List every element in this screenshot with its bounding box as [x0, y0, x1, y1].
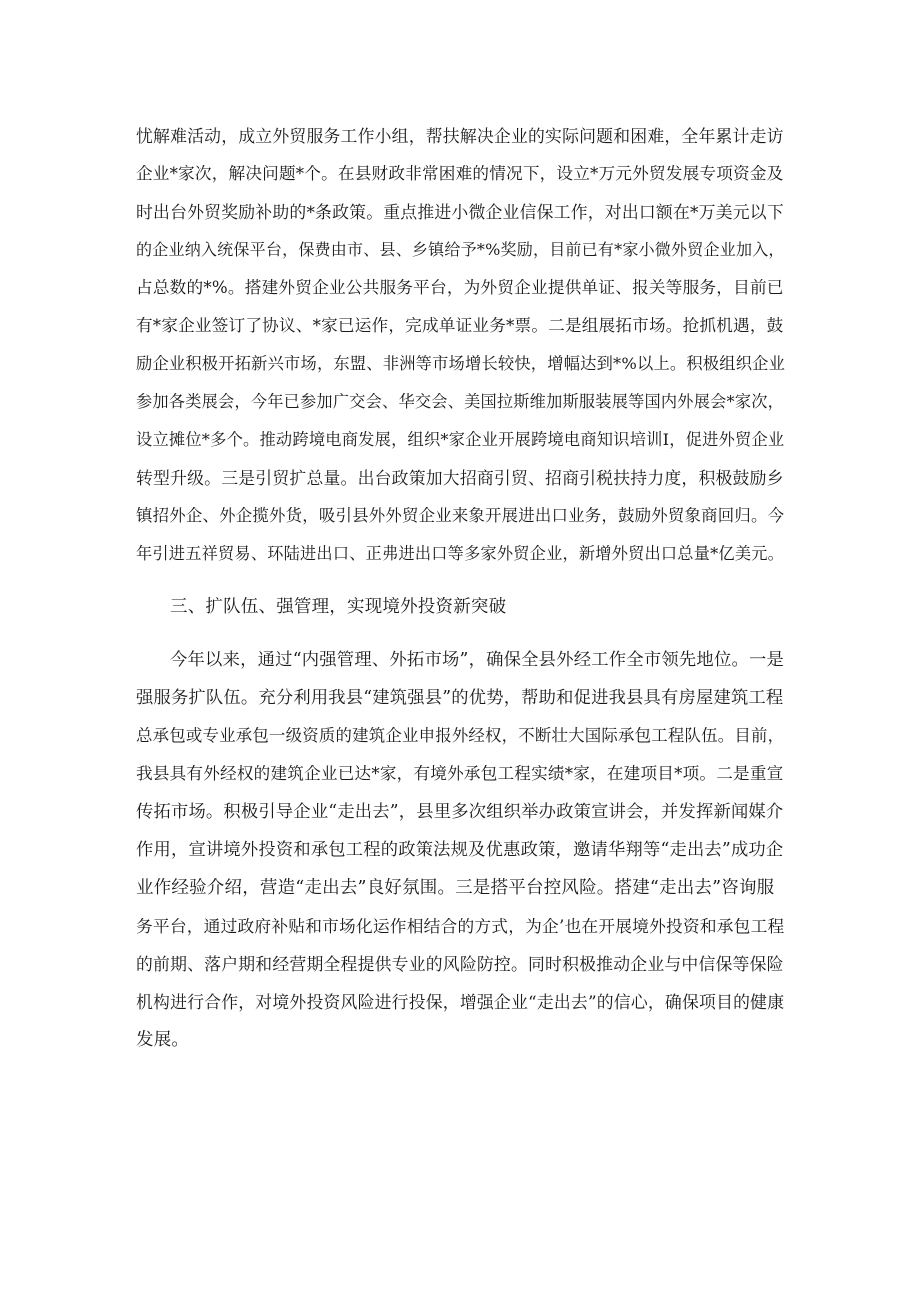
- paragraph-line: 的企业纳入统保平台，保费由市、县、乡镇给予*%奖励，目前已有*家小微外贸企业加入，: [136, 240, 785, 259]
- paragraph-line: 忧解难活动，成立外贸服务工作小组，帮扶解决企业的实际问题和困难，全年累计走访: [136, 126, 784, 146]
- paragraph-line: 务平台，通过政府补贴和市场化运作相结合的方式，为企’也在开展境外投资和承包工程: [136, 916, 785, 936]
- paragraph-line: 企业*家次，解决问题*个。在县财政非常困难的情况下，设立*万元外贸发展专项资金及: [136, 164, 784, 183]
- paragraph-line: 占总数的*%。搭建外贸企业公共服务平台，为外贸企业提供单证、报关等服务，目前已: [136, 278, 784, 297]
- paragraph-line: 转型升级。三是引贸扩总量。出台政策加大招商引贸、招商引税扶持力度，积极鼓励乡: [136, 468, 784, 488]
- paragraph-line: 年引进五祥贸易、环陆进出口、正弗进出口等多家外贸企业，新增外贸出口总量*亿美元。: [136, 544, 785, 563]
- section-heading: 三、扩队伍、强管理，实现境外投资新突破: [170, 597, 507, 617]
- paragraph-line: 业作经验介绍，营造“走出去”良好氛围。三是搭平台控风险。搭建“走出去”咨询服: [136, 878, 775, 898]
- paragraph-line: 时出台外贸奖励补助的*条政策。重点推进小微企业信保工作，对出口额在*万美元以下: [136, 202, 784, 222]
- paragraph-line: 设立摊位*多个。推动跨境电商发展，组织*家企业开展跨境电商知识培训I，促进外贸企业: [136, 430, 785, 449]
- paragraph-line: 我县具有外经权的建筑企业已达*家，有境外承包工程实绩*家，在建项目*项。二是重宣: [136, 764, 784, 783]
- paragraph-line: 今年以来，通过“内强管理、外拓市场”，确保全县外经工作全市领先地位。一是: [170, 650, 785, 670]
- paragraph-line: 总承包或专业承包一级资质的建筑企业申报外经权，不断壮大国际承包工程队伍。目前，: [136, 726, 785, 745]
- paragraph-line: 镇招外企、外企揽外货，吸引县外外贸企业来象开展进出口业务，鼓励外贸象商回归。今: [136, 506, 785, 525]
- paragraph-line: 参加各类展会，今年已参加广交会、华交会、美国拉斯维加斯服装展等国内外展会*家次，: [136, 392, 785, 411]
- paragraph-line: 励企业积极开拓新兴市场，东盟、非洲等市场增长较快，增幅达到*%以上。积极组织企业: [136, 354, 786, 373]
- paragraph-line: 有*家企业签订了协议、*家已运作，完成单证业务*票。二是组展拓市场。抢抓机遇，鼓: [136, 316, 784, 335]
- paragraph-line: 发展。: [136, 1030, 190, 1050]
- paragraph-line: 机构进行合作，对境外投资风险进行投保，增强企业“走出去”的信心，确保项目的健康: [136, 992, 785, 1012]
- paragraph-line: 作用，宣讲境外投资和承包工程的政策法规及优惠政策，邀请华翔等“走出去”成功企: [136, 840, 784, 860]
- paragraph-line: 强服务扩队伍。充分利用我县“建筑强县”的优势，帮助和促进我县具有房屋建筑工程: [136, 688, 784, 708]
- paragraph-line: 传拓市场。积极引导企业“走出去”，县里多次组织举办政策宣讲会，并发挥新闻媒介: [136, 802, 784, 822]
- paragraph-line: 的前期、落户期和经营期全程提供专业的风险防控。同时积极推动企业与中信保等保险: [136, 954, 784, 974]
